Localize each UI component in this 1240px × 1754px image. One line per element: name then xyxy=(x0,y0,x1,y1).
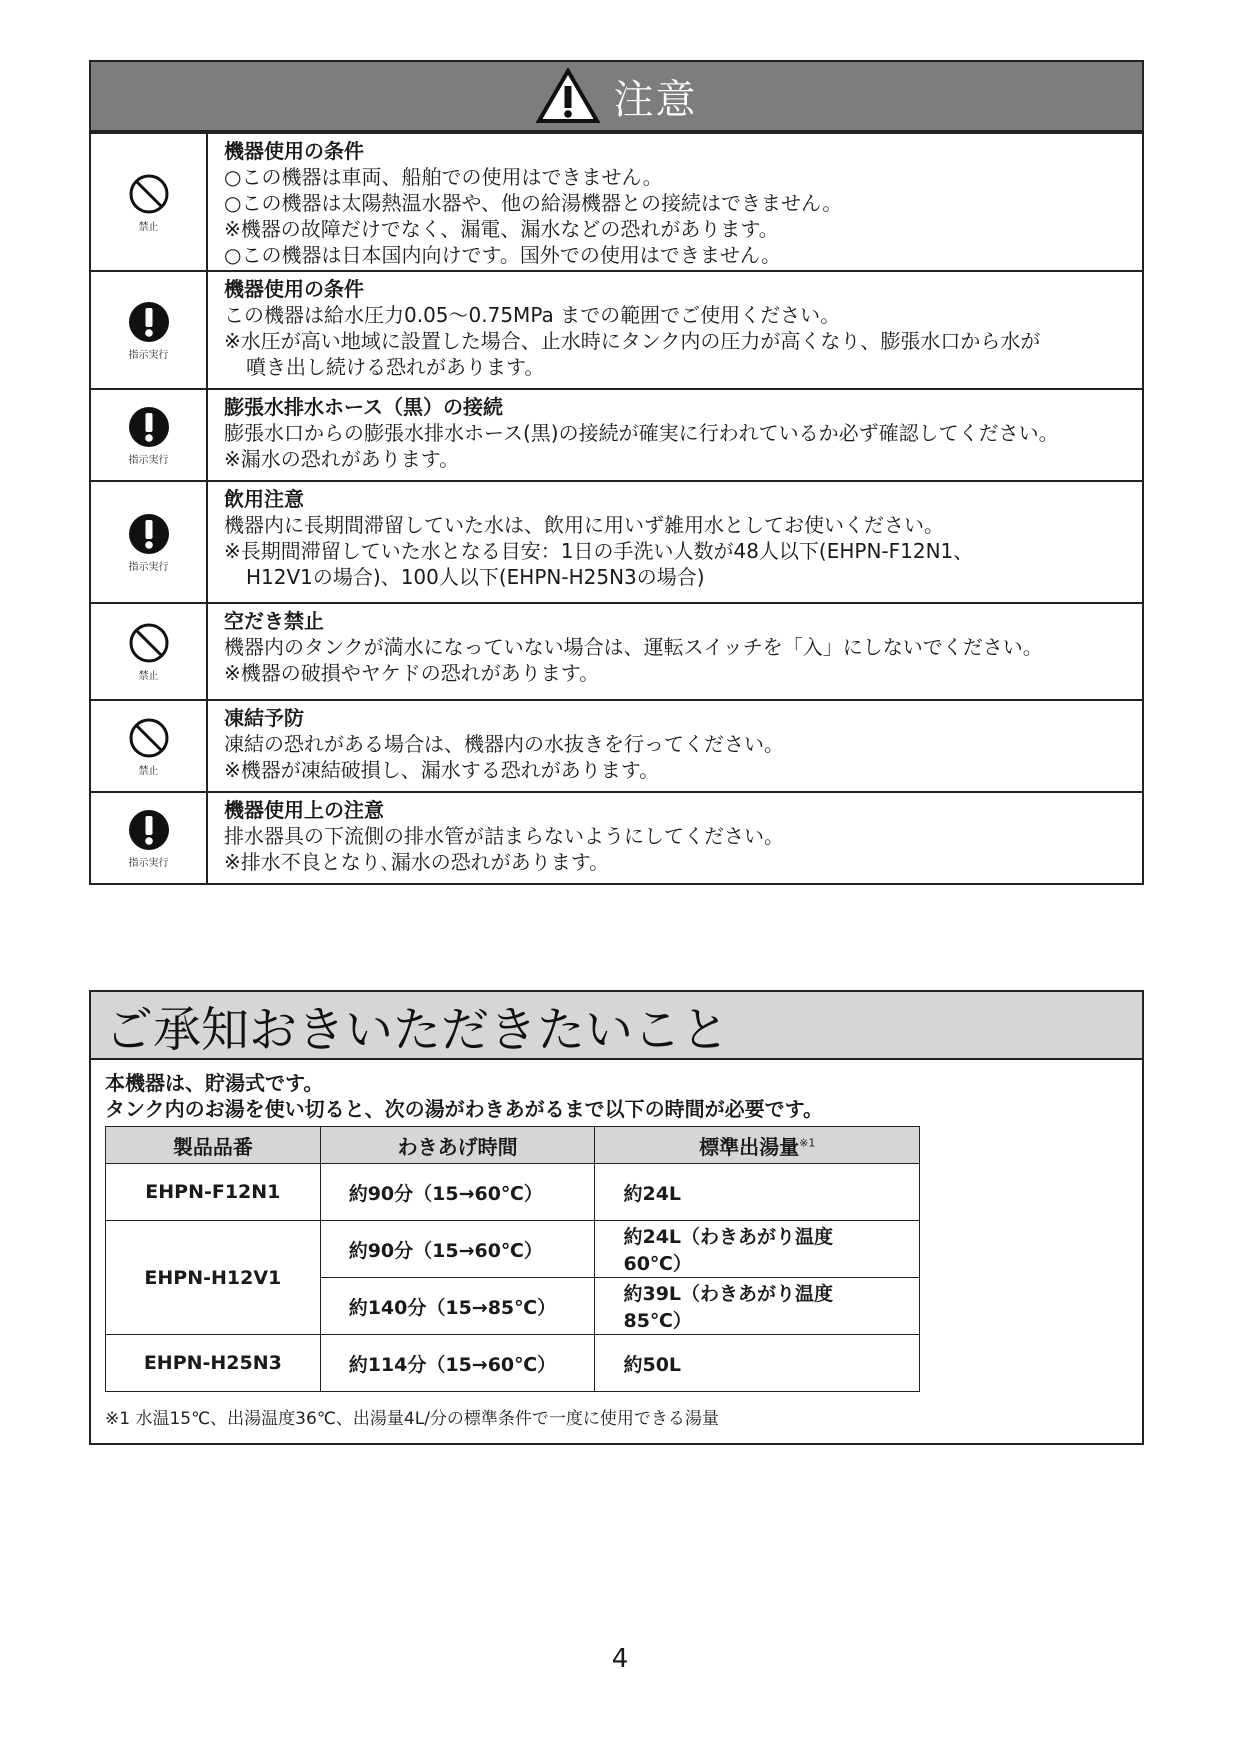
caution-text xyxy=(208,701,800,791)
model-cell: EHPN-F12N1 xyxy=(106,1164,321,1221)
caution-line: 膨張水口からの膨張水排水ホース(黒)の接続が確実に行われているか必ず確認してください。 xyxy=(224,421,1059,445)
caution-line: この機器は給水圧力0.05～0.75MPa までの範囲でご使用ください。 xyxy=(224,303,841,327)
caution-line: 噴き出し続ける恐れがあります。 xyxy=(246,355,545,379)
caution-text xyxy=(208,793,800,883)
notice-box xyxy=(89,990,1144,1445)
icon-caption: 禁止 xyxy=(138,671,159,682)
icon-cell xyxy=(91,272,208,388)
table-row xyxy=(106,1221,920,1278)
caution-text xyxy=(208,390,1075,480)
caution-heading: 機器使用の条件 xyxy=(224,277,364,301)
page-number: 4 xyxy=(611,1644,629,1674)
caution-text xyxy=(208,272,1056,388)
warning-triangle-icon xyxy=(536,68,600,124)
icon-caption: 指示実行 xyxy=(128,454,169,466)
caution-row xyxy=(91,791,1142,883)
icon-caption: 禁止 xyxy=(138,221,159,233)
icon-caption: 指示実行 xyxy=(128,349,169,361)
intro-line: タンク内のお湯を使い切ると、次の湯がわきあがるまで以下の時間が必要です。 xyxy=(105,1097,823,1121)
caution-line: 凍結の恐れがある場合は、機器内の水抜きを行ってください。 xyxy=(224,732,784,756)
caution-line: ○この機器は太陽熱温水器や、他の給湯機器との接続はできません。 xyxy=(224,191,843,215)
caution-text xyxy=(208,134,858,270)
caution-text xyxy=(208,604,1059,699)
output-cell: 約50L xyxy=(595,1335,920,1392)
caution-line: ※機器の故障だけでなく、漏電、漏水などの恐れがあります。 xyxy=(224,217,779,241)
table-row xyxy=(106,1164,920,1221)
heating-time-cell: 約90分（15→60℃） xyxy=(320,1164,595,1221)
icon-cell xyxy=(91,390,208,480)
caution-line: ※機器の破損やヤケドの恐れがあります。 xyxy=(224,661,600,685)
prohibited-icon xyxy=(127,621,171,665)
spec-table xyxy=(105,1126,920,1392)
caution-line: 機器内のタンクが満水になっていない場合は、運転スイッチを「入」にしないでください。 xyxy=(224,635,1043,659)
footnote: ※1 水温15℃、出湯温度36℃、出湯量4L/分の標準条件で一度に使用できる湯量 xyxy=(105,1409,719,1429)
caution-line: 機器内に長期間滞留していた水は、飲用に用いず雑用水としてお使いください。 xyxy=(224,513,944,537)
model-cell: EHPN-H12V1 xyxy=(106,1221,321,1335)
icon-cell xyxy=(91,604,208,699)
prohibited-icon xyxy=(127,716,171,760)
caution-line: 排水器具の下流側の排水管が詰まらないようにしてください。 xyxy=(224,824,784,848)
col-header-model: 製品品番 xyxy=(106,1127,321,1164)
notice-intro xyxy=(91,1060,1142,1122)
caution-heading: 機器使用上の注意 xyxy=(224,798,384,822)
icon-caption: 指示実行 xyxy=(128,561,169,573)
output-cell: 約24L（わきあがり温度60℃） xyxy=(595,1221,920,1278)
output-cell: 約39L（わきあがり温度85℃） xyxy=(595,1278,920,1335)
intro-line: 本機器は、貯湯式です。 xyxy=(105,1071,324,1095)
heating-time-cell: 約140分（15→85℃） xyxy=(320,1278,595,1335)
icon-cell xyxy=(91,134,208,270)
caution-row xyxy=(91,132,1142,270)
caution-line: ※漏水の恐れがあります。 xyxy=(224,447,460,471)
caution-heading: 空だき禁止 xyxy=(224,609,324,633)
mandatory-action-icon xyxy=(127,808,171,852)
table-header-row xyxy=(106,1127,920,1164)
caution-row xyxy=(91,699,1142,791)
caution-heading: 凍結予防 xyxy=(224,706,304,730)
model-cell: EHPN-H25N3 xyxy=(106,1335,321,1392)
icon-caption: 禁止 xyxy=(138,765,159,777)
heating-time-cell: 約90分（15→60℃） xyxy=(320,1221,595,1278)
caution-heading: 機器使用の条件 xyxy=(224,139,364,163)
col-header-heating-time: わきあげ時間 xyxy=(320,1127,595,1164)
col-header-output xyxy=(595,1127,920,1164)
prohibited-icon xyxy=(127,172,171,216)
caution-heading: 膨張水排水ホース（黒）の接続 xyxy=(224,395,503,419)
caution-line: ※排水不良となり､漏水の恐れがあります。 xyxy=(224,850,610,874)
icon-cell xyxy=(91,701,208,791)
caution-line: ※水圧が高い地域に設置した場合、止水時にタンク内の圧力が高くなり、膨張水口から水が xyxy=(224,329,1041,353)
heating-time-cell: 約114分（15→60℃） xyxy=(320,1335,595,1392)
caution-header xyxy=(91,62,1142,132)
caution-heading: 飲用注意 xyxy=(224,487,304,511)
caution-line: ※機器が凍結破損し、漏水する恐れがあります。 xyxy=(224,758,660,782)
caution-text xyxy=(208,482,989,602)
caution-box xyxy=(89,60,1144,885)
notice-title: ご承知おきいただきたいこと xyxy=(91,992,1142,1060)
mandatory-action-icon xyxy=(127,405,171,449)
caution-line: ○この機器は車両、船舶での使用はできません。 xyxy=(224,165,663,189)
caution-row xyxy=(91,388,1142,480)
output-cell: 約24L xyxy=(595,1164,920,1221)
caution-row xyxy=(91,480,1142,602)
col-header-output-label: 標準出湯量 xyxy=(699,1134,800,1159)
caution-line: ※長期間滞留していた水となる目安：1日の手洗い人数が48人以下(EHPN-F12N1、 xyxy=(224,539,974,563)
icon-cell xyxy=(91,482,208,602)
icon-cell xyxy=(91,793,208,883)
caution-row xyxy=(91,602,1142,699)
icon-caption: 指示実行 xyxy=(128,857,169,869)
mandatory-action-icon xyxy=(127,300,171,344)
table-row xyxy=(106,1335,920,1392)
caution-line: H12V1の場合)、100人以下(EHPN-H25N3の場合) xyxy=(246,565,705,589)
caution-line: ○この機器は日本国内向けです。国外での使用はできません。 xyxy=(224,243,782,267)
mandatory-action-icon xyxy=(127,512,171,556)
footnote-marker: ※1 xyxy=(799,1135,816,1149)
caution-title: 注意 xyxy=(613,76,698,123)
caution-row xyxy=(91,270,1142,388)
